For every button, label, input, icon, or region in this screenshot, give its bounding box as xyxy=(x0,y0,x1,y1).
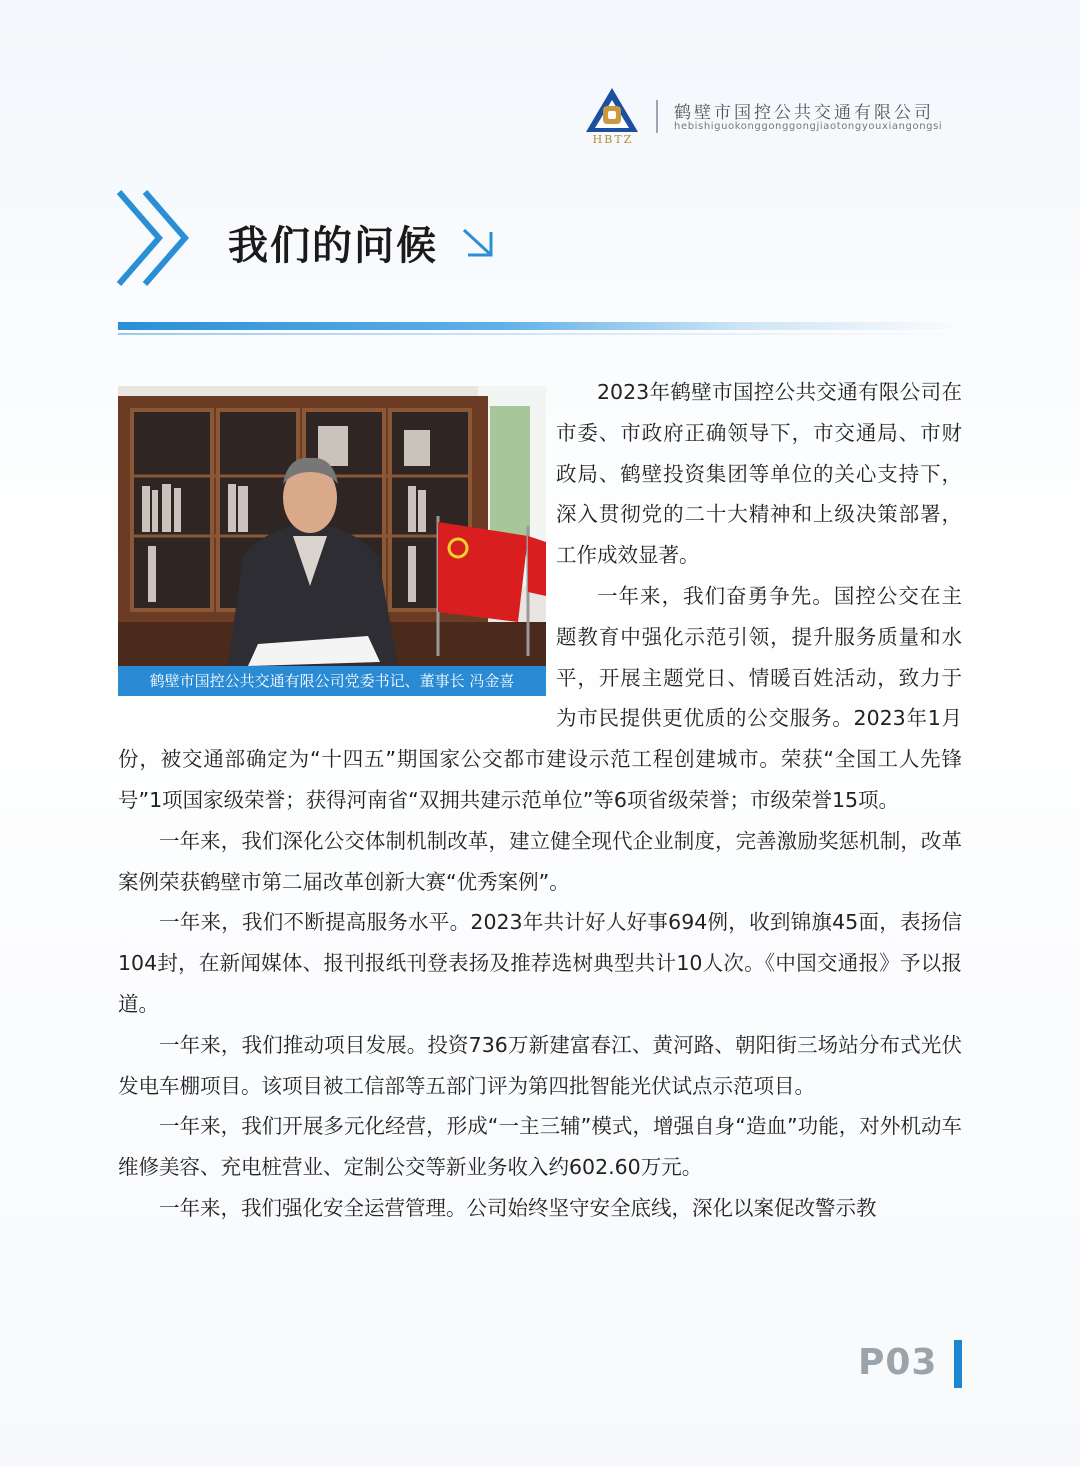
section-title: 我们的问候 xyxy=(228,223,438,269)
double-chevron-icon xyxy=(115,190,195,286)
paragraph: 一年来，我们奋勇争先。国控公交在主题教育中强化示范引领，提升服务质量和水平，开展主题党日、情暖百姓活动，致力于为市民提供更优质的公交服务。2023年1月份，被交通部确定为“十四五”期国家公交都市建设示范工程创建城市。荣获“全国工人先锋号”1项国家级荣誉；获得河南省“双拥共建示范单位”等6项省级荣誉；市级荣誉15项。 xyxy=(118,583,962,812)
paragraph: 一年来，我们强化安全运营管理。公司始终坚守安全底线，深化以案促改警示教 xyxy=(159,1195,877,1220)
company-name: 鹤壁市国控公共交通有限公司 xyxy=(674,103,934,123)
photo-caption: 鹤壁市国控公共交通有限公司党委书记、董事长 冯金喜 xyxy=(118,666,546,696)
paragraph: 一年来，我们开展多元化经营，形成“一主三辅”模式，增强自身“造血”功能，对外机动车维修美容、充电桩营业、定制公交等新业务收入约602.60万元。 xyxy=(118,1114,962,1180)
arrow-down-right-icon xyxy=(460,224,496,260)
header-divider xyxy=(656,100,658,133)
paragraph: 一年来，我们深化公交体制机制改革，建立健全现代企业制度，完善激励奖惩机制，改革案例荣获鹤壁市第二届改革创新大赛“优秀案例”。 xyxy=(118,828,962,894)
paragraph: 一年来，我们推动项目发展。投资736万新建富春江、黄河路、朝阳街三场站分布式光伏发电车棚项目。该项目被工信部等五部门评为第四批智能光伏试点示范项目。 xyxy=(118,1032,962,1098)
page-number-bar xyxy=(954,1340,962,1388)
logo-abbreviation: HBTZ xyxy=(592,133,634,146)
paragraph: 2023年鹤壁市国控公共交通有限公司在市委、市政府正确领导下，市交通局、市财政局、鹤壁投资集团等单位的关心支持下，深入贯彻党的二十大精神和上级决策部署，工作成效显著。 xyxy=(556,380,962,568)
article-body xyxy=(118,372,962,1229)
company-pinyin: hebishiguokonggonggongjiaotongyouxiangongsi xyxy=(674,121,943,132)
photo-spacer xyxy=(118,372,546,702)
paragraph: 一年来，我们不断提高服务水平。2023年共计好人好事694例，收到锦旗45面，表扬信104封，在新闻媒体、报刊报纸刊登表扬及推荐选树典型共计10人次。《中国交通报》予以报道。 xyxy=(118,910,962,1016)
section-rule xyxy=(118,322,960,330)
section-rule-thin xyxy=(118,333,960,335)
page-number: P03 xyxy=(858,1342,938,1383)
